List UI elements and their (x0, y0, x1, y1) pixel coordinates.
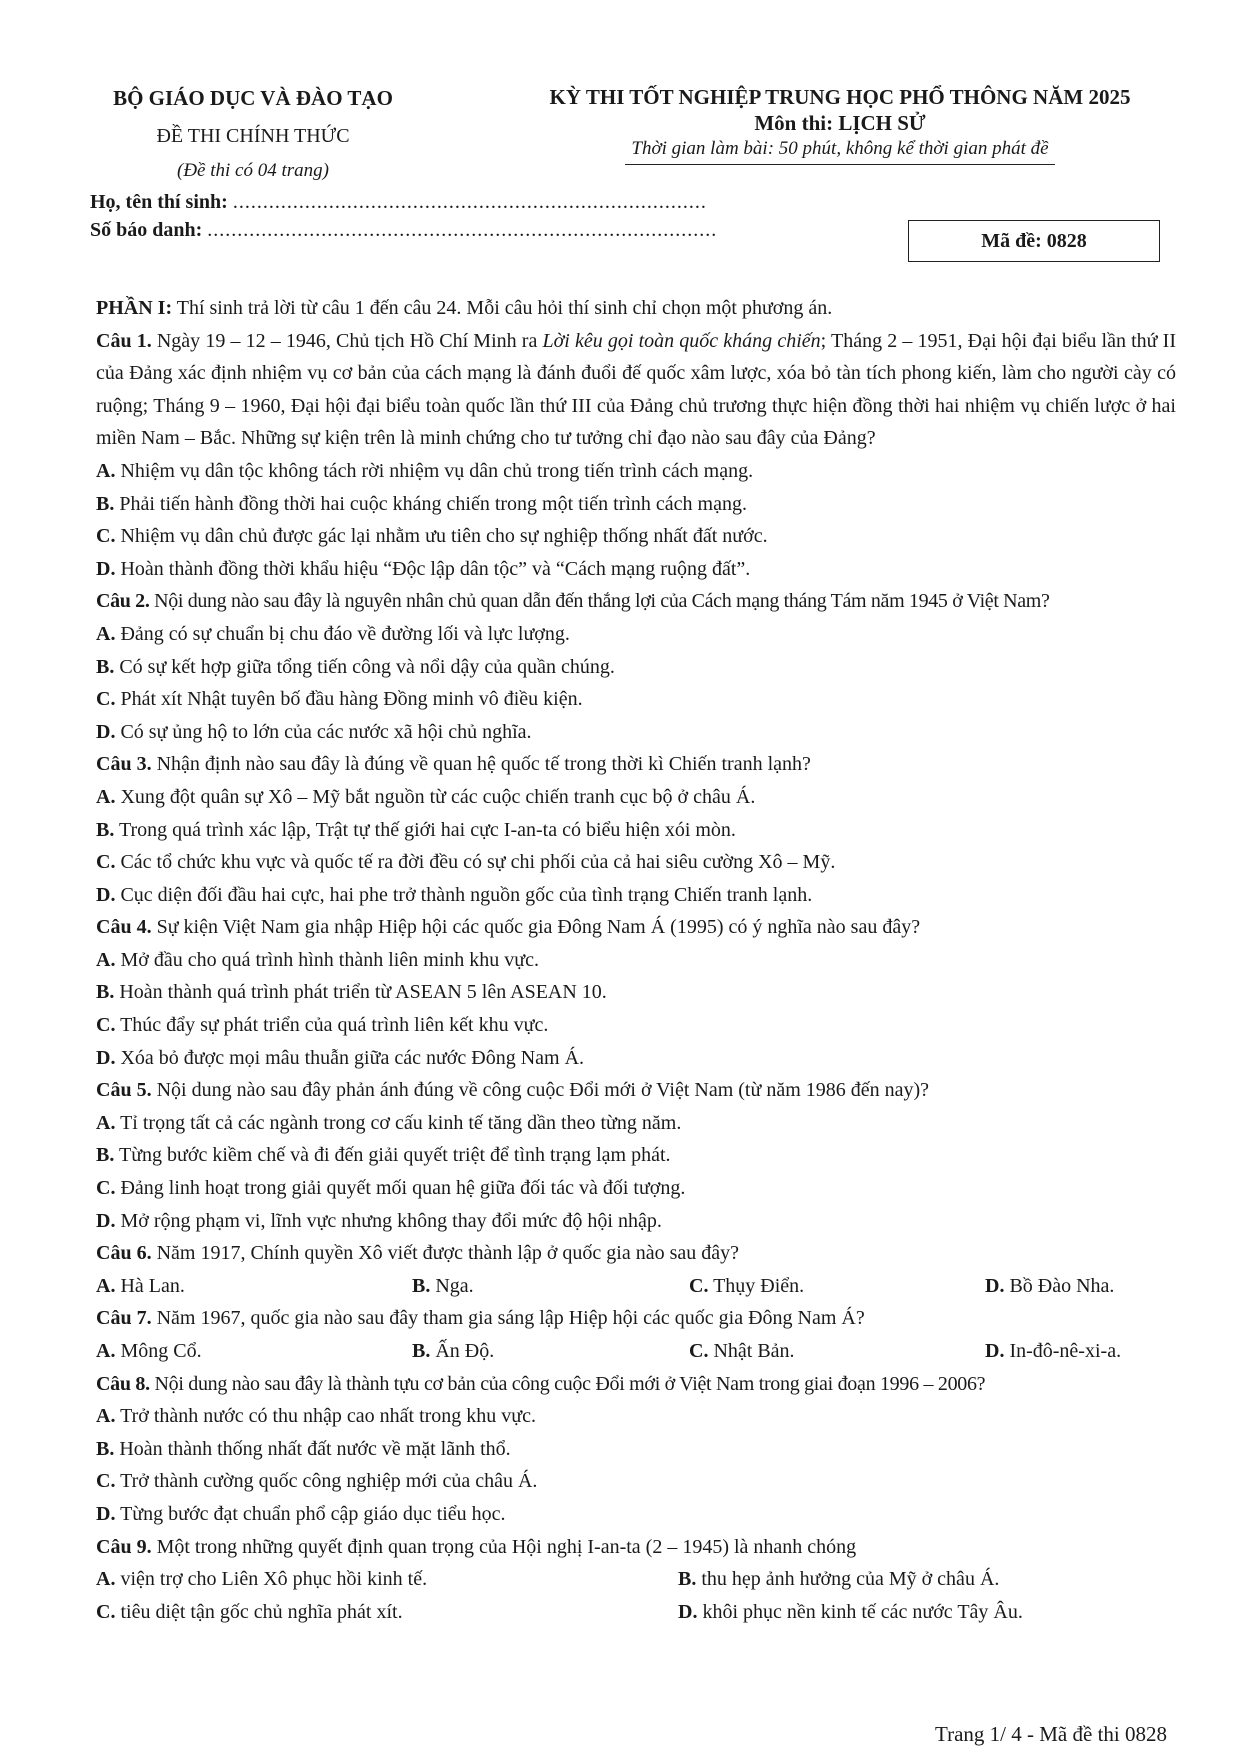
question-1 (96, 325, 1176, 455)
option (96, 1465, 1176, 1498)
option (96, 781, 1176, 814)
option-letter: D. (96, 1209, 116, 1232)
option-letter: B. (412, 1274, 431, 1297)
option-text: Xóa bỏ được mọi mâu thuẫn giữa các nước Đông Nam Á. (115, 1046, 585, 1069)
question-stem-italic: Lời kêu gọi toàn quốc kháng chiến (542, 329, 821, 352)
option (96, 553, 1176, 586)
option-letter: B. (96, 655, 115, 678)
option (412, 1270, 689, 1303)
option-text: Bồ Đào Nha. (1004, 1274, 1115, 1297)
question-label: Câu 8. (96, 1372, 150, 1395)
option-letter: D. (678, 1600, 698, 1623)
question-stem: Năm 1917, Chính quyền Xô viết được thành lập ở quốc gia nào sau đây? (151, 1242, 739, 1265)
option (96, 716, 1176, 749)
option-letter: B. (96, 818, 115, 841)
question-7 (96, 1302, 1176, 1335)
option-text: Hoàn thành thống nhất đất nước về mặt lãnh thổ. (114, 1437, 511, 1460)
option (96, 846, 1176, 879)
exam-title: KỲ THI TỐT NGHIỆP TRUNG HỌC PHỔ THÔNG NĂM 2025 (549, 85, 1131, 109)
option-text: Các tổ chức khu vực và quốc tế ra đời đều có sự chi phối của cả hai siêu cường Xô – Mỹ. (115, 851, 836, 874)
option-text: Từng bước kiềm chế và đi đến giải quyết triệt để tình trạng lạm phát. (114, 1144, 671, 1167)
option-letter: B. (96, 1437, 115, 1460)
question-9 (96, 1531, 1176, 1564)
option-text: tiêu diệt tận gốc chủ nghĩa phát xít. (115, 1600, 403, 1623)
option (96, 455, 1176, 488)
exam-subject: Môn thi: LỊCH SỬ (754, 111, 926, 135)
part-text: Thí sinh trả lời từ câu 1 đến câu 24. Mỗi câu hỏi thí sinh chỉ chọn một phương án. (172, 297, 833, 319)
option-text: Nga. (430, 1274, 474, 1297)
option-letter: C. (689, 1340, 709, 1362)
option (412, 1335, 689, 1368)
option-text: Hoàn thành quá trình phát triển từ ASEAN 5 lên ASEAN 10. (114, 981, 607, 1004)
question-label: Câu 5. (96, 1079, 152, 1102)
option-letter: B. (96, 492, 115, 515)
option (96, 520, 1176, 553)
option-text: Trở thành nước có thu nhập cao nhất trong khu vực. (115, 1405, 536, 1428)
option (96, 1433, 1176, 1466)
option (96, 488, 1176, 521)
question-stem: ; Tháng 2 – 1951, Đại hội đại biểu lần thứ II của Đảng xác định nhiệm vụ cơ bản của cách mạng là đánh đuổi đế quốc xâm lược, xóa bỏ tàn tích phong kiến, làm cho người cày có ruộng; Tháng 9 – 1960, Đại hội đại biểu toàn quốc lần thứ III của Đảng chủ trương thực hiện đồng thời hai nhiệm vụ chiến lược ở hai miền Nam – Bắc. Những sự kiện trên là minh chứng cho tư tưởng chỉ đạo nào sau đây của Đảng? (96, 329, 1176, 450)
option-letter: A. (96, 785, 116, 808)
option (96, 1139, 1176, 1172)
option-letter: C. (96, 1177, 116, 1200)
option-text: Hà Lan. (115, 1274, 185, 1297)
option-letter: A. (96, 459, 116, 482)
header-left (88, 84, 418, 184)
candidate-id-field: ..................................................................................... (207, 219, 718, 241)
option (96, 1498, 1176, 1531)
option-text: khôi phục nền kinh tế các nước Tây Âu. (697, 1600, 1023, 1623)
option-letter: D. (96, 883, 116, 906)
option (96, 1335, 412, 1368)
question-label: Câu 3. (96, 753, 152, 776)
question-4 (96, 911, 1176, 944)
question-2 (96, 585, 1176, 618)
option (985, 1335, 1121, 1368)
header-right (490, 84, 1190, 165)
option-text: Nhật Bản. (708, 1340, 795, 1362)
question-stem: Nội dung nào sau đây là nguyên nhân chủ quan dẫn đến thắng lợi của Cách mạng tháng Tám năm 1945 ở Việt Nam? (149, 590, 1050, 613)
option (96, 976, 1176, 1009)
option (678, 1563, 999, 1596)
option-text: viện trợ cho Liên Xô phục hồi kinh tế. (115, 1568, 428, 1591)
option-text: Nhiệm vụ dân chủ được gác lại nhằm ưu tiên cho sự nghiệp thống nhất đất nước. (115, 525, 768, 548)
option-letter: D. (985, 1340, 1005, 1362)
question-label: Câu 2. (96, 590, 150, 613)
candidate-id-label: Số báo danh: (90, 219, 203, 241)
option-letter: A. (96, 948, 116, 971)
official-label: ĐỀ THI CHÍNH THỨC (156, 125, 350, 147)
option-text: Mở rộng phạm vi, lĩnh vực nhưng không thay đổi mức độ hội nhập. (115, 1209, 662, 1232)
option-letter: C. (96, 1470, 116, 1493)
option (96, 1107, 1176, 1140)
question-label: Câu 4. (96, 916, 152, 939)
option-letter: A. (96, 1111, 116, 1134)
option-text: Trong quá trình xác lập, Trật tự thế giới hai cực I-an-ta có biểu hiện xói mòn. (114, 818, 736, 841)
option (96, 1042, 1176, 1075)
option (678, 1596, 1023, 1629)
option-letter: D. (96, 1502, 116, 1525)
candidate-name-line (90, 191, 707, 214)
candidate-name-field: ............................................................................... (232, 191, 707, 213)
time-note: Thời gian làm bài: 50 phút, không kể thời gian phát đề (625, 136, 1054, 165)
option (689, 1270, 985, 1303)
exam-code-box: Mã đề: 0828 (908, 220, 1160, 262)
candidate-name-label: Họ, tên thí sinh: (90, 191, 228, 213)
question-5 (96, 1074, 1176, 1107)
option-text: Thúc đẩy sự phát triển của quá trình liên kết khu vực. (115, 1014, 549, 1037)
option-text: Thụy Điển. (708, 1274, 805, 1297)
question-8 (96, 1368, 1176, 1401)
option-letter: A. (96, 1274, 116, 1297)
question-stem: Nội dung nào sau đây phản ánh đúng về công cuộc Đổi mới ở Việt Nam (từ năm 1986 đến nay)? (151, 1079, 930, 1102)
option (96, 1009, 1176, 1042)
option-text: Nhiệm vụ dân tộc không tách rời nhiệm vụ dân chủ trong tiến trình cách mạng. (115, 459, 754, 482)
question-stem: Một trong những quyết định quan trọng của Hội nghị I-an-ta (2 – 1945) là nhanh chóng (151, 1535, 857, 1558)
option-text: Mở đầu cho quá trình hình thành liên minh khu vực. (115, 948, 540, 971)
option-text: Ấn Độ. (430, 1340, 495, 1362)
option-text: Cục diện đối đầu hai cực, hai phe trở thành nguồn gốc của tình trạng Chiến tranh lạnh. (115, 883, 813, 906)
question-label: Câu 9. (96, 1535, 152, 1558)
option (96, 618, 1176, 651)
option-text: Trở thành cường quốc công nghiệp mới của châu Á. (115, 1470, 538, 1493)
option (96, 944, 1176, 977)
option-text: Đảng có sự chuẩn bị chu đáo về đường lối và lực lượng. (115, 622, 570, 645)
option (96, 1172, 1176, 1205)
option (985, 1270, 1114, 1303)
option-row (96, 1335, 1176, 1368)
option (96, 814, 1176, 847)
option-text: Từng bước đạt chuẩn phổ cập giáo dục tiểu học. (115, 1502, 506, 1525)
option-letter: D. (96, 720, 116, 743)
option-letter: B. (678, 1568, 697, 1591)
option-text: Có sự kết hợp giữa tổng tiến công và nổi dậy của quần chúng. (114, 655, 615, 678)
question-stem: Sự kiện Việt Nam gia nhập Hiệp hội các quốc gia Đông Nam Á (1995) có ý nghĩa nào sau đây? (151, 916, 921, 939)
option-letter: C. (96, 851, 116, 874)
option-row (96, 1596, 1176, 1629)
option (96, 651, 1176, 684)
option-text: Phát xít Nhật tuyên bố đầu hàng Đồng minh vô điều kiện. (115, 688, 583, 711)
ministry-name: BỘ GIÁO DỤC VÀ ĐÀO TẠO (113, 86, 393, 110)
option-row (96, 1270, 1176, 1303)
option-text: Hoàn thành đồng thời khẩu hiệu “Độc lập dân tộc” và “Cách mạng ruộng đất”. (115, 557, 751, 580)
option-letter: D. (985, 1274, 1005, 1297)
option (96, 1205, 1176, 1238)
option-letter: C. (96, 1600, 116, 1623)
option-letter: A. (96, 622, 116, 645)
question-label: Câu 6. (96, 1242, 152, 1265)
option-text: Phải tiến hành đồng thời hai cuộc kháng chiến trong một tiến trình cách mạng. (114, 492, 747, 515)
question-stem: Năm 1967, quốc gia nào sau đây tham gia sáng lập Hiệp hội các quốc gia Đông Nam Á? (151, 1307, 865, 1330)
option-text: thu hẹp ảnh hưởng của Mỹ ở châu Á. (696, 1568, 1000, 1591)
option-letter: A. (96, 1405, 116, 1428)
option-letter: C. (96, 525, 116, 548)
option-text: In-đô-nê-xi-a. (1004, 1340, 1122, 1362)
page-count-note: (Đề thi có 04 trang) (177, 160, 329, 181)
question-label: Câu 7. (96, 1307, 152, 1330)
option-letter: C. (96, 688, 116, 711)
option-text: Mông Cổ. (115, 1340, 202, 1362)
option (96, 879, 1176, 912)
option (96, 683, 1176, 716)
option-text: Tỉ trọng tất cả các ngành trong cơ cấu kinh tế tăng dần theo từng năm. (115, 1111, 682, 1134)
option-letter: D. (96, 1046, 116, 1069)
option (689, 1335, 985, 1368)
candidate-id-line (90, 219, 717, 242)
question-label: Câu 1. (96, 329, 152, 352)
question-6 (96, 1237, 1176, 1270)
option (96, 1596, 678, 1629)
option (96, 1563, 678, 1596)
option-letter: B. (96, 981, 115, 1004)
option-letter: B. (96, 1144, 115, 1167)
question-stem: Nhận định nào sau đây là đúng về quan hệ quốc tế trong thời kì Chiến tranh lạnh? (151, 753, 811, 776)
option-letter: B. (412, 1340, 431, 1362)
part-instruction (96, 292, 1176, 325)
question-3 (96, 748, 1176, 781)
option-letter: D. (96, 557, 116, 580)
option-letter: A. (96, 1340, 116, 1362)
part-label: PHẦN I: (96, 297, 173, 319)
option-text: Đảng linh hoạt trong giải quyết mối quan hệ giữa đối tác và đối tượng. (115, 1177, 686, 1200)
option (96, 1400, 1176, 1433)
question-stem: Ngày 19 – 12 – 1946, Chủ tịch Hồ Chí Minh ra (151, 329, 543, 352)
option-letter: C. (96, 1014, 116, 1037)
question-stem: Nội dung nào sau đây là thành tựu cơ bản của công cuộc Đổi mới ở Việt Nam trong giai đoạn 1996 – 2006? (149, 1372, 986, 1395)
option-text: Xung đột quân sự Xô – Mỹ bắt nguồn từ các cuộc chiến tranh cục bộ ở châu Á. (115, 785, 756, 808)
page-footer: Trang 1/ 4 - Mã đề thi 0828 (935, 1722, 1167, 1746)
option-text: Có sự ủng hộ to lớn của các nước xã hội chủ nghĩa. (115, 720, 532, 743)
option-row (96, 1563, 1176, 1596)
exam-body (96, 292, 1176, 1628)
option-letter: C. (689, 1274, 709, 1297)
option (96, 1270, 412, 1303)
option-letter: A. (96, 1568, 116, 1591)
